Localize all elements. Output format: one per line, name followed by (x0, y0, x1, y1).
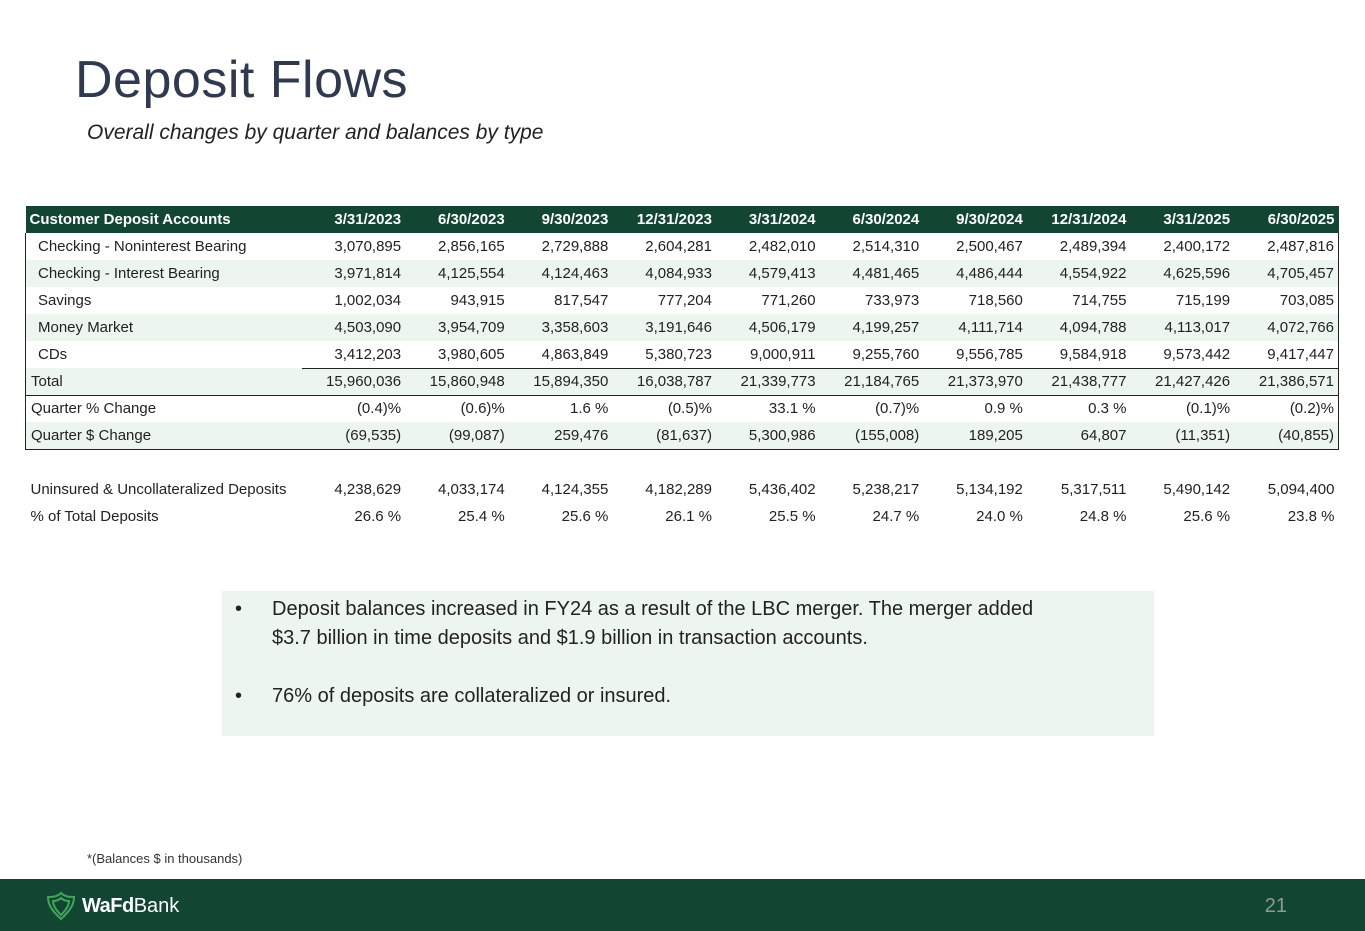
table-cell: 5,436,402 (716, 476, 820, 503)
table-cell: 5,094,400 (1234, 476, 1338, 503)
table-cell: (0.6)% (460, 400, 505, 418)
footnote: *(Balances $ in thousands) (87, 851, 243, 866)
table-row (26, 287, 1339, 314)
table-cell: 25.6 % (509, 503, 613, 530)
table-cell: (0.5)% (667, 400, 712, 418)
table-cell: 4,503,090 (302, 314, 406, 341)
table-cell: (0.4)% (356, 400, 402, 418)
bullet-text-line: $3.7 billion in time deposits and $1.9 billion in transaction accounts. (272, 627, 868, 649)
table-row (26, 233, 1339, 260)
table-cell: 2,604,281 (645, 238, 712, 255)
table-cell: 4,705,457 (1234, 260, 1338, 287)
page-subtitle: Overall changes by quarter and balances by type (87, 121, 544, 144)
table-cell: 21,184,765 (820, 368, 924, 395)
table-row (26, 476, 1339, 503)
table-cell: 943,915 (450, 292, 505, 309)
table-cell: 9,584,918 (1027, 341, 1131, 368)
column-header: 3/31/2023 (302, 206, 406, 233)
table-cell: 9,573,442 (1131, 341, 1235, 368)
table-cell: 5,300,986 (716, 422, 820, 449)
table-cell: 26.1 % (612, 503, 716, 530)
column-header: 12/31/2024 (1027, 206, 1131, 233)
table-cell: (0.7)% (875, 400, 920, 418)
table-cell: (155,008) (820, 422, 924, 449)
table-cell: 189,205 (923, 422, 1027, 449)
table-cell: 2,856,165 (438, 238, 505, 255)
wafd-emblem-icon (46, 891, 76, 921)
column-header: 9/30/2023 (509, 206, 613, 233)
table-cell: 25.5 % (716, 503, 820, 530)
table-cell: 64,807 (1027, 422, 1131, 449)
table-cell: 21,373,970 (923, 368, 1027, 395)
table-cell: 5,317,511 (1027, 476, 1131, 503)
table-cell: 21,438,777 (1027, 368, 1131, 395)
table-cell: 9,417,447 (1234, 341, 1338, 368)
table-cell: 718,560 (968, 292, 1023, 309)
table-cell: 2,487,816 (1234, 233, 1338, 260)
table-row (26, 368, 1339, 395)
table-cell: 4,072,766 (1234, 314, 1338, 341)
table-cell: 0.3 % (1088, 400, 1127, 418)
row-label: Uninsured & Uncollateralized Deposits (26, 476, 302, 503)
table-cell: 715,199 (1175, 292, 1231, 309)
row-label: Checking - Noninterest Bearing (26, 233, 302, 260)
bullet-dot: • (235, 598, 243, 620)
page-number: 21 (1264, 895, 1287, 917)
table-cell: 21,386,571 (1234, 368, 1338, 395)
table-cell: (40,855) (1234, 422, 1338, 449)
row-label: Checking - Interest Bearing (26, 260, 302, 287)
bullet-text: of deposits are collateralized or insured. (312, 685, 672, 707)
table-cell: 25.4 % (405, 503, 509, 530)
row-label: Total (26, 368, 302, 395)
table-cell: 9,000,911 (716, 341, 820, 368)
table-cell: 3,358,603 (509, 314, 613, 341)
table-cell: 4,554,922 (1027, 260, 1131, 287)
column-header: 9/30/2024 (923, 206, 1027, 233)
table-cell: 777,204 (657, 292, 712, 309)
table-cell: 3,980,605 (405, 341, 509, 368)
table-cell: 4,113,017 (1131, 314, 1235, 341)
table-cell: 733,973 (865, 292, 920, 309)
table-cell: 4,863,849 (509, 341, 613, 368)
table-cell: 9,556,785 (923, 341, 1027, 368)
table-cell: 703,085 (1234, 287, 1338, 314)
table-cell: 16,038,787 (612, 368, 716, 395)
table-row (26, 395, 1339, 422)
table-cell: 15,860,948 (405, 368, 509, 395)
bullet-text-line: Deposit balances increased in FY24 as a result of the LBC merger. The merger added (272, 598, 1034, 620)
table-cell: 3,971,814 (302, 260, 406, 287)
table-cell: 1,002,034 (334, 292, 402, 309)
table-cell: 2,482,010 (748, 238, 816, 255)
column-header: 3/31/2024 (716, 206, 820, 233)
page-title: Deposit Flows (75, 51, 409, 109)
table-cell: 4,033,174 (405, 476, 509, 503)
table-header-row (26, 206, 1339, 233)
table-cell: 259,476 (509, 422, 613, 449)
table-cell: 3,954,709 (405, 314, 509, 341)
table-cell: 9,255,760 (820, 341, 924, 368)
column-header: 6/30/2023 (405, 206, 509, 233)
table-row (26, 314, 1339, 341)
wafd-logo (46, 891, 179, 921)
table-cell: 4,124,355 (509, 476, 613, 503)
row-label: CDs (26, 341, 302, 368)
row-label: Quarter $ Change (26, 422, 302, 449)
column-header: 12/31/2023 (612, 206, 716, 233)
row-label: Money Market (26, 314, 302, 341)
logo-text: WaFdBank (82, 894, 180, 917)
table-cell: 3,412,203 (302, 341, 406, 368)
table-cell: 4,625,596 (1131, 260, 1235, 287)
row-label: Quarter % Change (26, 395, 302, 422)
table-cell: 4,111,714 (923, 314, 1027, 341)
table-cell: 15,960,036 (302, 368, 406, 395)
table-cell: (11,351) (1131, 422, 1235, 449)
row-label: Savings (26, 287, 302, 314)
table-cell: 2,489,394 (1059, 238, 1127, 255)
table-cell: 2,500,467 (956, 238, 1023, 255)
table-cell: 4,125,554 (405, 260, 509, 287)
table-cell: 5,134,192 (923, 476, 1027, 503)
table-row (26, 341, 1339, 368)
table-cell: 24.8 % (1027, 503, 1131, 530)
table-cell: 2,514,310 (852, 238, 920, 255)
table-cell: 771,260 (761, 292, 816, 309)
table-cell: 4,084,933 (612, 260, 716, 287)
table-cell: 24.0 % (923, 503, 1027, 530)
table-cell: 0.9 % (984, 400, 1023, 418)
table-cell: 4,238,629 (302, 476, 406, 503)
row-label: % of Total Deposits (26, 503, 302, 530)
column-header: 6/30/2025 (1234, 206, 1338, 233)
table-row (26, 503, 1339, 530)
table-cell: 4,124,463 (509, 260, 613, 287)
table-row (26, 260, 1339, 287)
table-cell: 2,729,888 (541, 238, 609, 255)
table-cell: 15,894,350 (509, 368, 613, 395)
bullet-dot: • (235, 685, 243, 707)
table-cell: 3,191,646 (612, 314, 716, 341)
table-cell: 21,427,426 (1131, 368, 1235, 395)
table-cell: (69,535) (302, 422, 406, 449)
table-cell: 3,070,895 (334, 238, 402, 255)
table-cell: (81,637) (612, 422, 716, 449)
table-cell: (0.1)% (1185, 400, 1231, 418)
table-row (26, 422, 1339, 449)
table-cell: 24.7 % (820, 503, 924, 530)
table-cell: 5,380,723 (612, 341, 716, 368)
bullet-merger (235, 595, 1104, 653)
table-cell: 817,547 (554, 292, 609, 309)
column-header: 3/31/2025 (1131, 206, 1235, 233)
table-cell: 714,755 (1072, 292, 1127, 309)
table-cell: (0.2)% (1234, 395, 1338, 422)
table-cell: 21,339,773 (716, 368, 820, 395)
table-cell: 2,400,172 (1163, 238, 1231, 255)
table-cell: 4,486,444 (923, 260, 1027, 287)
table-cell: 4,199,257 (820, 314, 924, 341)
table-cell: 5,238,217 (820, 476, 924, 503)
table-cell: 5,490,142 (1131, 476, 1235, 503)
deposit-table (25, 206, 1339, 530)
column-header: Customer Deposit Accounts (26, 206, 302, 233)
bullet-collateralized (235, 682, 1104, 711)
table-cell: (99,087) (405, 422, 509, 449)
table-cell: 26.6 % (302, 503, 406, 530)
highlights-box (222, 591, 1154, 736)
table-cell: 4,506,179 (716, 314, 820, 341)
table-cell: 4,579,413 (716, 260, 820, 287)
table-cell: 4,481,465 (820, 260, 924, 287)
table-cell: 25.6 % (1131, 503, 1235, 530)
footer-bar (0, 879, 1365, 931)
column-header: 6/30/2024 (820, 206, 924, 233)
bullet-highlight: 76% (272, 685, 313, 707)
table-cell: 1.6 % (570, 400, 609, 418)
table-cell: 4,094,788 (1027, 314, 1131, 341)
table-cell: 4,182,289 (612, 476, 716, 503)
table-cell: 33.1 % (768, 400, 816, 418)
table-cell: 23.8 % (1234, 503, 1338, 530)
